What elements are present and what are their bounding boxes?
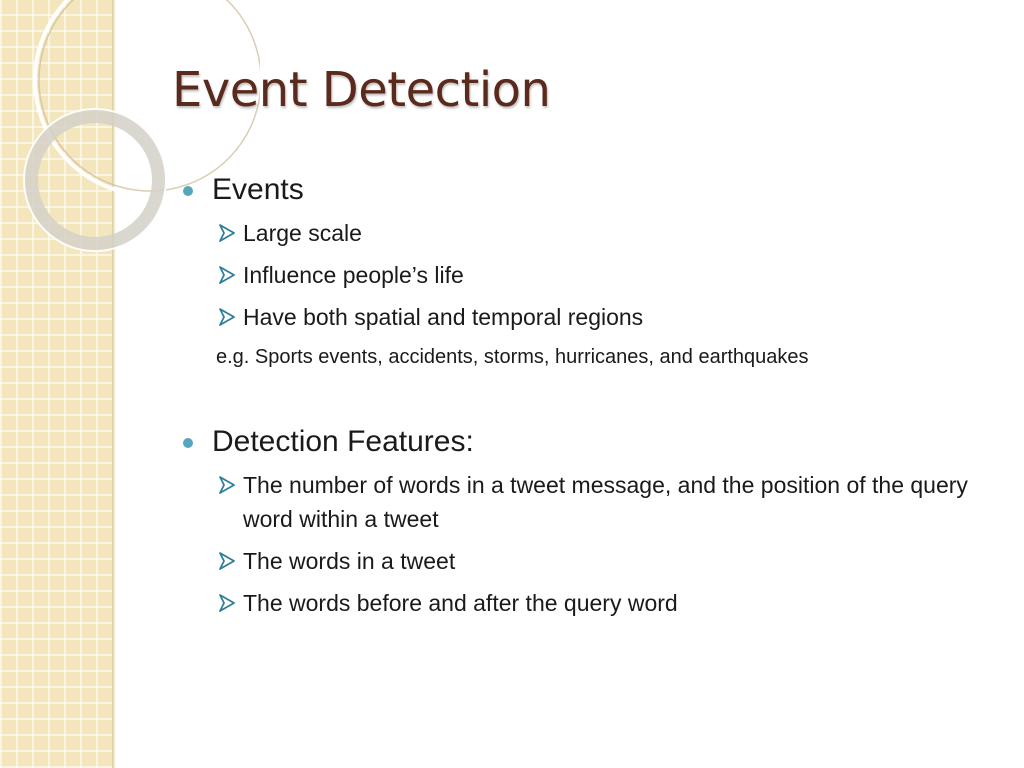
example-note: e.g. Sports events, accidents, storms, hurricanes, and earthquakes	[216, 346, 809, 368]
sub-bullet-label: The words in a tweet	[243, 548, 456, 574]
sub-bullet	[180, 468, 980, 536]
arrow-right-icon	[218, 307, 236, 327]
round-bullet-icon	[183, 186, 193, 196]
slide-body	[180, 172, 980, 620]
sub-bullet-label: Large scale	[243, 220, 362, 246]
bullet-label: Events	[212, 173, 304, 206]
arrow-right-icon	[218, 223, 236, 243]
sub-bullet	[180, 300, 980, 334]
sub-bullet	[180, 544, 980, 578]
sub-bullet-label: Influence people’s life	[243, 262, 464, 288]
arrow-right-icon	[218, 475, 236, 495]
round-bullet-icon	[183, 438, 193, 448]
arrow-right-icon	[218, 265, 236, 285]
sub-bullet-label: The words before and after the query word	[243, 590, 678, 616]
sub-bullet-label: The number of words in a tweet message, and the position of the query word within a tweet	[243, 472, 968, 532]
sub-bullet	[180, 586, 980, 620]
bullet-events	[180, 172, 980, 208]
slide-title: Event Detection	[172, 62, 551, 118]
sub-bullet-label: Have both spatial and temporal regions	[243, 304, 644, 330]
sub-bullet	[180, 258, 980, 292]
arrow-right-icon	[218, 551, 236, 571]
section-spacer	[180, 372, 980, 424]
bullet-detection-features	[180, 424, 980, 460]
sub-bullet	[180, 216, 980, 250]
arrow-right-icon	[218, 593, 236, 613]
bullet-label: Detection Features:	[212, 425, 474, 458]
